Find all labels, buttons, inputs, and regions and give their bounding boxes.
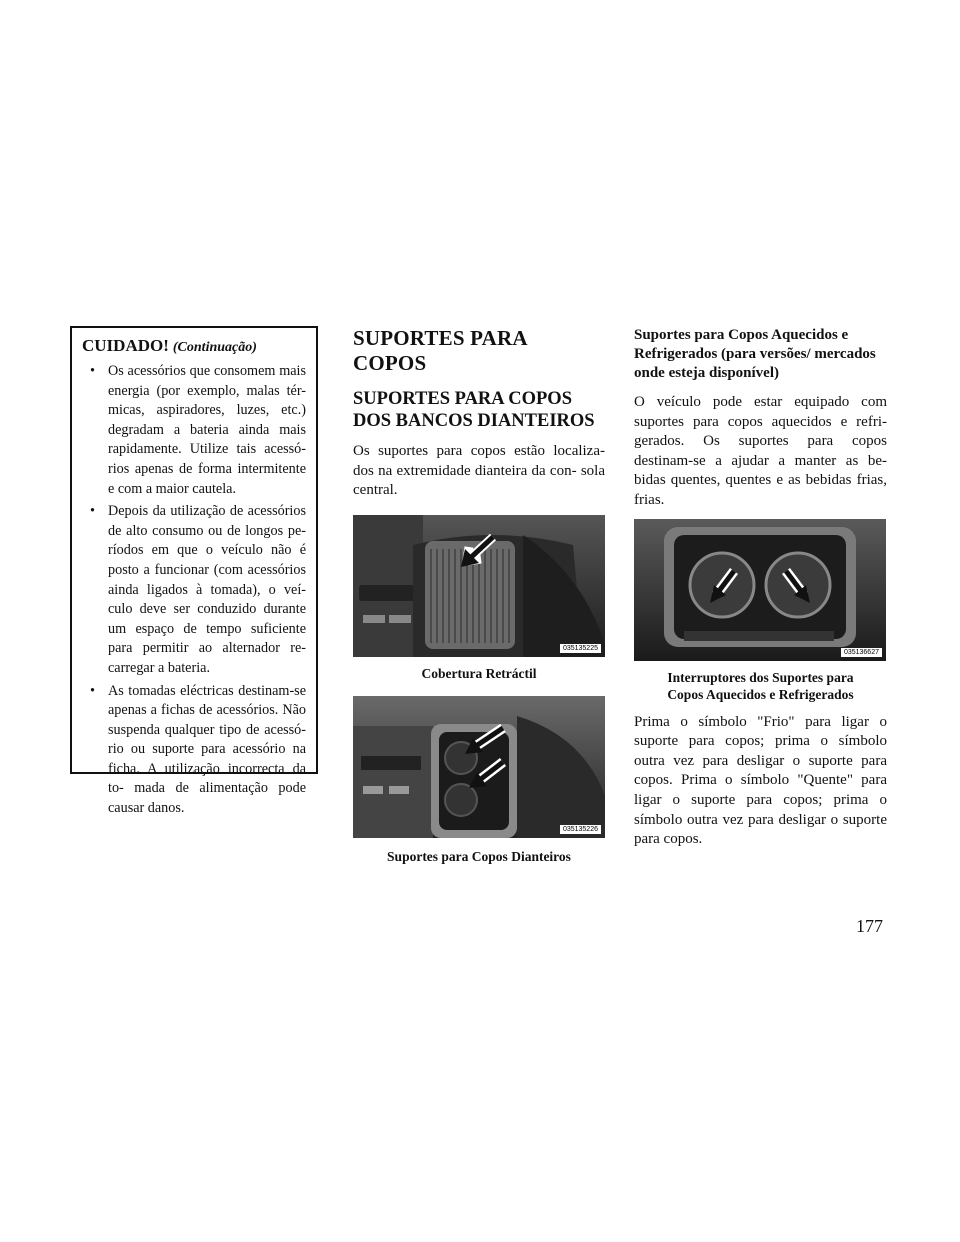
figure-code: 035136627	[841, 648, 882, 657]
heated-cupholders-column	[634, 326, 887, 850]
heated-title: Suportes para Copos Aquecidos e Refrigerados (para versões/ mercados onde esteja disponível)	[634, 327, 876, 381]
figure-code: 035135225	[560, 644, 601, 653]
retractable-cover-photo	[353, 515, 605, 657]
figure-caption: Interruptores dos Suportes para Copos Aquecidos e Refrigerados	[667, 669, 854, 702]
heated-intro: O veículo pode estar equipado com suportes para copos aquecidos e refri- gerados. Os suportes para copos destinam-se a ajudar a manter as be- bidas quentes, quentes e as bebidas frias, frias.	[634, 394, 887, 508]
figure-caption: Cobertura Retráctil	[421, 665, 537, 681]
page-number: 177	[856, 916, 883, 936]
caution-title: CUIDADO!	[82, 336, 169, 355]
caution-item: • Depois da utilização de acessórios de alto consumo ou de longos pe- ríodos em que o veículo não é posto a funcionar (com acessórios ainda ligados à tomada), o veí- culo deve ser conduzido durante um espaço de tempo suficiente para permitir ao alternador re- carregar a bateria.	[90, 503, 306, 676]
heated-cupholders-image	[634, 519, 886, 661]
heated-switches-photo	[634, 519, 886, 661]
console-cover-image	[353, 515, 605, 657]
figure-code: 035135226	[560, 825, 601, 834]
section-title: SUPORTES PARA COPOS	[353, 326, 527, 375]
caution-heading	[82, 336, 306, 356]
figure-caption: Suportes para Copos Dianteiros	[387, 848, 571, 864]
caution-item: • As tomadas eléctricas destinam-se apenas a fichas de acessórios. Não suspenda qualquer tipo de acessó- rio ou suporte para acessório na ficha. A utilização incorrecta da to- mada de alimentação pode causar danos.	[90, 682, 306, 817]
front-cupholders-photo	[353, 696, 605, 838]
caution-continued: (Continuação)	[172, 340, 257, 355]
caution-list	[82, 362, 306, 819]
section-subtitle: SUPORTES PARA COPOS DOS BANCOS DIANTEIROS	[353, 389, 595, 431]
caution-box	[70, 326, 318, 817]
cupholders-column	[353, 326, 605, 865]
front-cupholders-image	[353, 696, 605, 838]
section-intro: Os suportes para copos estão localiza- dos na extremidade dianteira da con- sola central.	[353, 443, 605, 499]
caution-item: • Os acessórios que consomem mais energia (por exemplo, malas tér- micas, aspiradores, luzes, etc.) degradam a bateria ainda mais rapidamente. Utilize tais acessó- rios apenas de forma intermitente e com a maior cautela.	[90, 363, 306, 497]
heated-instructions: Prima o símbolo "Frio" para ligar o suporte para copos; prima o símbolo outra vez para desligar o suporte para copos. Prima o símbolo "Quente" para ligar o suporte para copos; prima o símbolo outra vez para desligar o suporte para copos.	[634, 713, 887, 848]
